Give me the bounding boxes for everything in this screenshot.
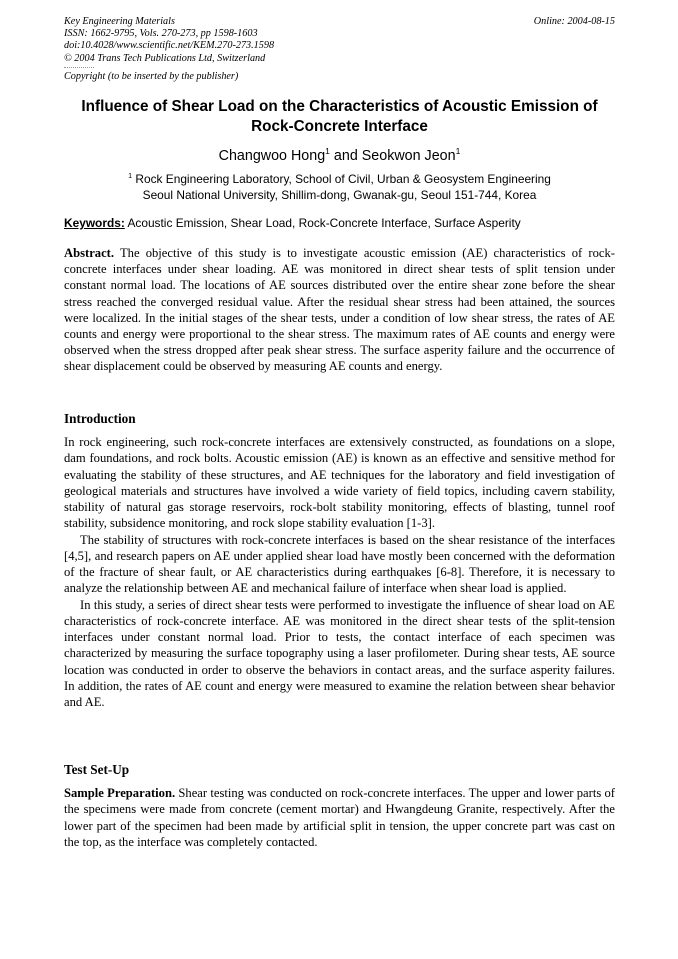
online-date: Online: 2004-08-15 bbox=[533, 16, 615, 27]
affiliation-line-1 bbox=[64, 171, 615, 187]
doi-line: doi:10.4028/www.scientific.net/KEM.270-273.1598 bbox=[64, 40, 275, 52]
issn-line: ISSN: 1662-9795, Vols. 270-273, pp 1598-1603 bbox=[64, 28, 258, 40]
affiliation-text-1: Rock Engineering Laboratory, School of Civil, Urban & Geosystem Engineering bbox=[132, 172, 551, 186]
journal-name: Key Engineering Materials bbox=[64, 16, 175, 27]
abstract-label: Abstract. bbox=[64, 246, 115, 260]
publisher-line: © 2004 Trans Tech Publications Ltd, Switzerland bbox=[64, 52, 266, 64]
author-1-affil-mark: 1 bbox=[325, 146, 330, 157]
introduction-body bbox=[64, 434, 615, 710]
author-conjunction: and bbox=[329, 148, 362, 164]
test-setup-body bbox=[64, 785, 615, 850]
keywords bbox=[64, 216, 624, 230]
introduction-paragraph: The stability of structures with rock-concrete interfaces is based on the shear resistance of the interfaces [4,5], and research papers on AE under applied shear load have mostly been concerned with the deformation of the fracture of shear fault, or AE characteristics during earthquakes [6-8]. Therefore, it is necessary to analyze the relationship between AE and mechanical failure of interface when shear load is applied. bbox=[64, 532, 615, 596]
test-setup-heading: Test Set-Up bbox=[64, 762, 130, 777]
copyright-note: Copyright (to be inserted by the publisher) bbox=[64, 71, 239, 82]
sample-preparation-paragraph bbox=[64, 785, 615, 850]
keywords-label: Keywords bbox=[64, 216, 121, 230]
author-1: Changwoo Hong bbox=[218, 148, 326, 164]
keywords-text: Acoustic Emission, Shear Load, Rock-Concrete Interface, Surface Asperity bbox=[124, 216, 521, 230]
introduction-paragraph: In rock engineering, such rock-concrete interfaces are extensively constructed, as foundations on a slope, dam foundations, and rock bolts. Acoustic emission (AE) is known as an effective and sensitive method for evaluating the stability of these structures, and AE techniques for the laboratory and field investigation of geological materials and structures have involved a wide variety of field topics, including cavern stability, stability of natural gas storage reservoirs, rock-bolt stability monitoring, effects of blasting, tunnel roof stability, subsidence monitoring, and rock slope stability evaluation [1-3]. bbox=[64, 435, 615, 531]
paper-title: Influence of Shear Load on the Characteristics of Acoustic Emission of Rock-Concrete Interface bbox=[81, 98, 598, 135]
affiliation-line-2: Seoul National University, Shillim-dong, Gwanak-gu, Seoul 151-744, Korea bbox=[142, 188, 537, 202]
journal-header bbox=[64, 16, 615, 72]
keywords-colon: : bbox=[120, 216, 125, 230]
journal-header-row bbox=[64, 16, 615, 28]
sample-preparation-label: Sample Preparation. bbox=[64, 786, 176, 800]
affiliation bbox=[64, 171, 615, 203]
abstract-text: The objective of this study is to investigate acoustic emission (AE) characteristics of rock-concrete interfaces under shear loading. AE was monitored in direct shear tests of split tension under constant normal load. The locations of AE sources distributed over the entire shear zone before the shear stress reached the converged residual value. After the residual shear stress had been attained, the sources were localized. In the initial stages of the shear tests, under a condition of low shear stress, the rates of AE counts and energy were proportional to the shear stress. The maximum rates of AE counts and energy were observed when the stress dropped after peak shear stress. The surface asperity failure and the occurrence of shear displacement could be observed by measuring AE counts and energy. bbox=[64, 246, 615, 374]
author-line bbox=[64, 148, 615, 164]
abstract bbox=[64, 245, 615, 375]
introduction-heading: Introduction bbox=[64, 411, 136, 426]
introduction-paragraph: In this study, a series of direct shear tests were performed to investigate the influence of shear load on AE characteristics of rock-concrete interface. AE was monitored in the direct shear tests of the split-tension interfaces under constant normal load. Prior to tests, the contact interface of each specimen was characterized by measuring the surface topography using a laser profilometer. During shear tests, AE source location was conducted in order to observe the behaviors in contact areas, and the surface asperity failures. In addition, the rates of AE count and energy were measured to examine the relation between shear behavior and AE. bbox=[64, 597, 615, 709]
sample-preparation-text: Shear testing was conducted on rock-concrete interfaces. The upper and lower parts of the specimens were made from concrete (cement mortar) and Hwangdeung Granite, respectively. After the lower part of the specimen had been made by artificial split in tension, the upper concrete part was cast on the top, as the interface was completely contacted. bbox=[64, 786, 616, 849]
author-2-affil-mark: 1 bbox=[455, 146, 461, 157]
affiliation-mark: 1 bbox=[128, 172, 133, 181]
author-2: Seokwon Jeon bbox=[361, 148, 456, 164]
